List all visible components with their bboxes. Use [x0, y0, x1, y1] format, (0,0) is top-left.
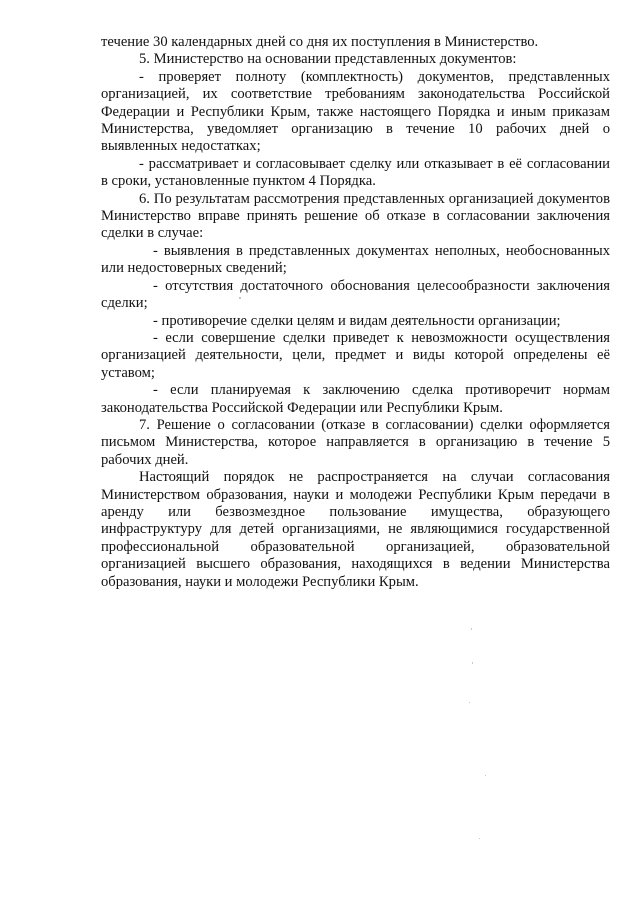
paragraph-continuation: течение 30 календарных дней со дня их поступления в Министерство. [101, 34, 539, 50]
scan-speck [485, 775, 486, 776]
clause-5-item-review: - рассматривает и согласовывает сделку или отказывает в её согласовании в сроки, установленные пунктом 4 Порядка. [101, 155, 610, 190]
clause-6-item-incomplete: - выявления в представленных документах неполных, необоснованных или недостоверных сведений; [101, 242, 610, 277]
clause-6-heading: 6. По результатам рассмотрения представленных организацией документов Министерство вправе принять решение об отказе в согласовании заключения сделки в случае: [101, 190, 610, 242]
closing-paragraph: Настоящий порядок не распространяется на случаи согласования Министерством образования, науки и молодежи Республики Крым передачи в аренду или безвозмездное пользование имущества, образующего инфраструктуру для детей организациями, не являющимися государственной профессиональной образовательной организацией, образовательной организацией высшего образования, находящихся в ведении Министерства образования, науки и молодежи Республики Крым. [101, 469, 610, 590]
scan-speck [471, 628, 472, 630]
clause-7: 7. Решение о согласовании (отказе в согласовании) сделки оформляется письмом Министерства, которое направляется в организацию в течение 5 рабочих дней. [101, 416, 610, 468]
scan-speck [472, 662, 473, 664]
scan-speck [239, 297, 241, 299]
clause-5-item-check: - проверяет полноту (комплектность) документов, представленных организацией, их соответствие требованиям законодательства Российской Федерации и Республики Крым, также настоящего Порядка и иным приказам Министерства, уведомляет организацию в течение 10 рабочих дней о выявленных недостатках; [101, 68, 610, 155]
scan-speck [479, 838, 480, 839]
clause-6-item-justification: - отсутствия достаточного обоснования целесообразности заключения сделки; [101, 277, 610, 312]
clause-6-item-contradiction: - противоречие сделки целям и видам деятельности организации; [153, 312, 561, 329]
document-body [101, 34, 610, 591]
clause-6-item-impossibility: - если совершение сделки приведет к невозможности осуществления организацией деятельности, цели, предмет и виды которой определены её уставом; [101, 329, 610, 381]
clause-5-heading: 5. Министерство на основании представленных документов: [139, 51, 517, 68]
scan-speck [469, 702, 470, 703]
clause-6-item-legislation: - если планируемая к заключению сделка противоречит нормам законодательства Российской Федерации или Республики Крым. [101, 382, 610, 416]
